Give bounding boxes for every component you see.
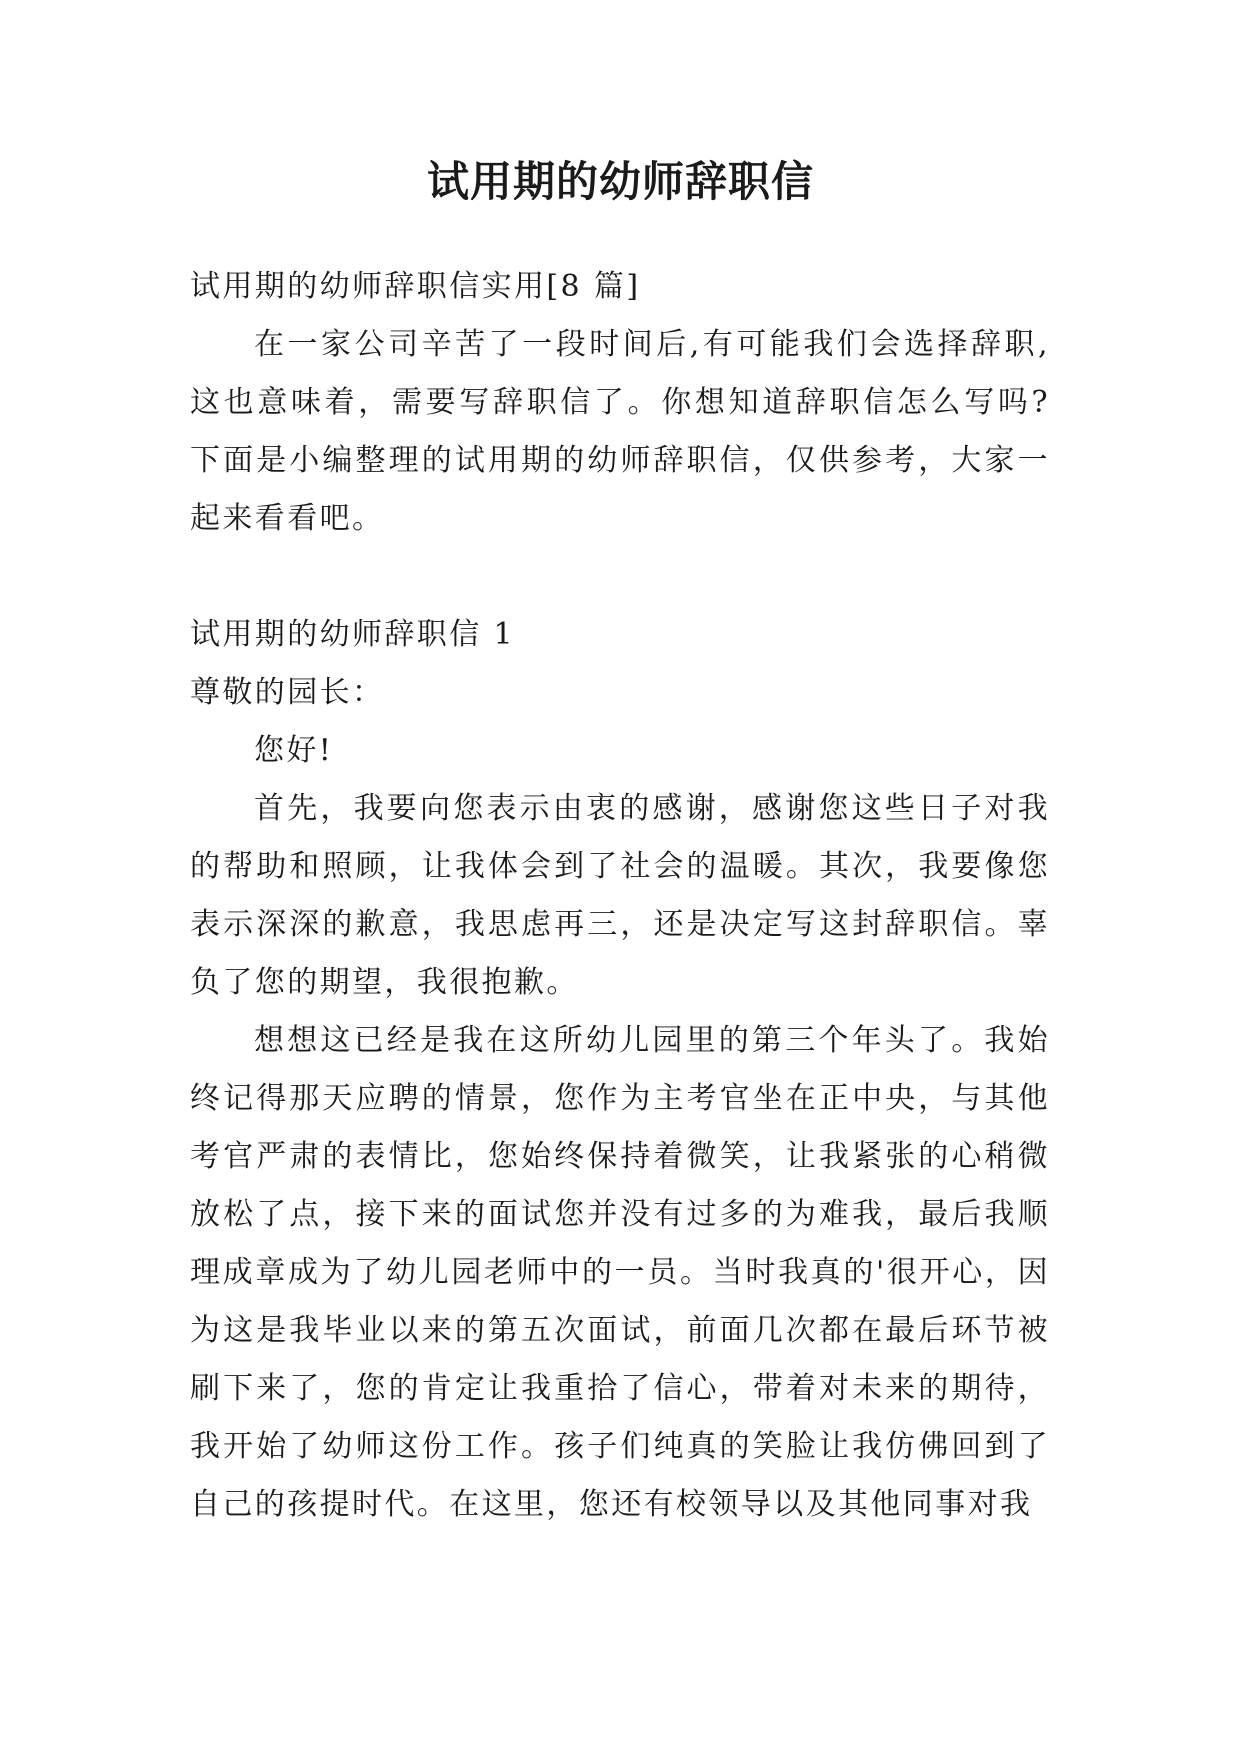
document-subtitle: 试用期的幼师辞职信实用[8 篇] <box>190 269 641 304</box>
greeting: 您好! <box>254 733 334 768</box>
intro-paragraph: 在一家公司辛苦了一段时间后,有可能我们会选择辞职,这也意味着，需要写辞职信了。你想知道辞职信怎么写吗?下面是小编整理的试用期的幼师辞职信，仅供参考，大家一起来看看吧。 <box>190 327 1050 536</box>
letter-heading: 试用期的幼师辞职信 1 <box>190 617 516 652</box>
salutation: 尊敬的园长： <box>190 675 385 710</box>
section-spacer <box>190 548 1050 606</box>
body-paragraph-1: 首先，我要向您表示由衷的感谢，感谢您这些日子对我的帮助和照顾，让我体会到了社会的温暖。其次，我要像您表示深深的歉意，我思虑再三，还是决定写这封辞职信。辜负了您的期望，我很抱歉。 <box>190 791 1050 1000</box>
document-body <box>190 258 1050 1534</box>
body-paragraph-2: 想想这已经是我在这所幼儿园里的第三个年头了。我始终记得那天应聘的情景，您作为主考官坐在正中央，与其他考官严肃的表情比，您始终保持着微笑，让我紧张的心稍微放松了点，接下来的面试您并没有过多的为难我，最后我顺理成章成为了幼儿园老师中的一员。当时我真的'很开心，因为这是我毕业以来的第五次面试，前面几次都在最后环节被刷下来了，您的肯定让我重拾了信心，带着对未来的期待，我开始了幼师这份工作。孩子们纯真的笑脸让我仿佛回到了自己的孩提时代。在这里，您还有校领导以及其他同事对我 <box>190 1023 1050 1522</box>
document-title: 试用期的幼师辞职信 <box>426 157 814 206</box>
